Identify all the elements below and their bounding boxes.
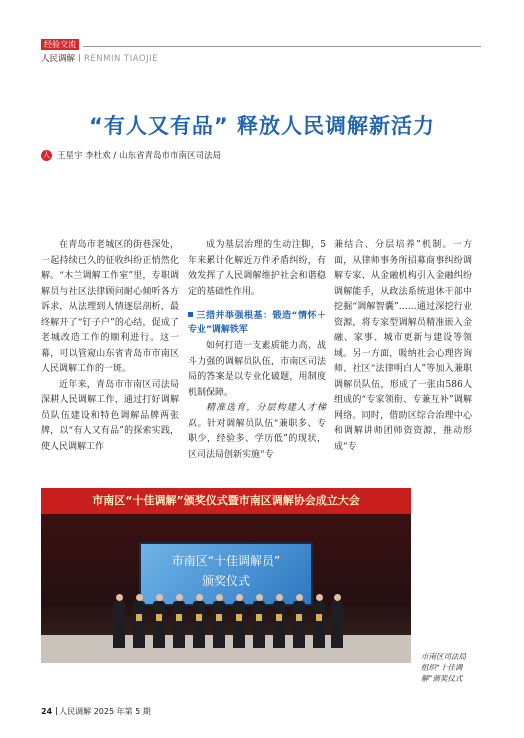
paragraph: 成为基层治理的生动注脚，5年来累计化解近万件矛盾纠纷，有效发挥了人民调解维护社会和谐稳定的基础性作用。 [188, 240, 326, 297]
heading-bullet-icon [188, 312, 193, 317]
person-figure [293, 594, 305, 648]
section-heading-text: 三措并举强根基：锻造“情怀＋专业”调解铁军 [188, 311, 326, 335]
person-figure [313, 594, 325, 648]
byline-text: 王星宇 李杜欢 / 山东省青岛市市南区司法局 [57, 151, 221, 161]
person-figure [113, 594, 125, 648]
paragraph: 如何打造一支素质能力高、战斗力强的调解员队伍，市南区司法局的答案是以专业化破题，用制度机制保障。 [188, 341, 326, 398]
award-recipients [113, 586, 343, 648]
paragraph-text: 针对调解员队伍“兼职多、专职少，经验多、学历低”的现状，区司法局创新实施“专 [188, 418, 326, 460]
paragraph: 在青岛市老城区的街巷深处，一起持续已久的征收纠纷正悄然化解。“木兰调解工作室”里，专职调解员与社区法律顾问耐心倾听各方诉求，从法理到人情逐层剖析，最终解开了“钉子户”的心结，促成了老城改造工作的顺利进行。这一幕，可以管窥山东省青岛市市南区人民调解工作的一斑。 [41, 240, 179, 374]
person-figure [213, 594, 225, 648]
article-title: “有人又有品” 释放人民调解新活力 [89, 114, 435, 138]
column-3 [334, 238, 472, 455]
magazine-name: 人民调解 [59, 707, 92, 716]
column-name-cn: 人民调解 [41, 54, 76, 64]
person-figure [193, 594, 205, 648]
paragraph: 近年来，青岛市市南区司法局深耕人民调解工作，通过打好调解员队伍建设和特色调解品牌两张牌，以“有人又有品”的探索实践，使人民调解工作 [41, 379, 179, 452]
byline [41, 149, 221, 161]
column-name-en: RENMIN TIAOJIE [84, 54, 158, 64]
person-figure [173, 594, 185, 648]
person-figure [233, 594, 245, 648]
page-footer [41, 706, 151, 717]
screen-line-1: 市南区“十佳调解员” [171, 554, 281, 568]
column-header [41, 52, 158, 64]
screen-line-2: 颁奖仪式 [201, 574, 250, 588]
column-2 [188, 238, 326, 463]
emphasis-lead: 精准选育，分层构建人才梯队。 [188, 403, 326, 429]
footer-divider [56, 707, 57, 715]
person-figure [253, 594, 265, 648]
award-ceremony-photo [41, 488, 411, 663]
byline-person-icon: 人 [43, 150, 50, 159]
header-rule [83, 46, 481, 47]
column-divider [79, 54, 80, 62]
photo-caption: 市南区司法局组织“十佳调解”颁奖仪式 [421, 652, 466, 683]
page-number: 24 [41, 707, 53, 716]
person-figure [331, 594, 343, 648]
photo-banner: 市南区“十佳调解”颁奖仪式暨市南区调解协会成立大会 [41, 488, 411, 514]
column-1 [41, 238, 179, 455]
section-heading [188, 309, 326, 337]
paragraph [188, 401, 326, 463]
section-tag: 经验交流 [41, 39, 79, 50]
person-figure [133, 594, 145, 648]
paragraph: 兼结合、分层培养”机制。一方面，从律师事务所招募商事纠纷调解专家、从金融机构引入金融纠纷调解能手，从政法系统退休干部中挖掘“调解智囊”……通过深挖行业资源，将专家型调解员精准嵌入金融、家事、城市更新与建设等领域。另一方面，吸纳社会心理咨询师、社区“法律明白人”等加入兼职调解员队伍，形成了一张由586人组成的“专家领衔、专兼互补”调解网络。同时，借助区综合治理中心和调解讲师团师资资源，推动形成“专 [334, 240, 472, 452]
issue-label: 2025 年第 5 期 [93, 707, 151, 716]
person-figure [273, 594, 285, 648]
person-figure [153, 594, 165, 648]
